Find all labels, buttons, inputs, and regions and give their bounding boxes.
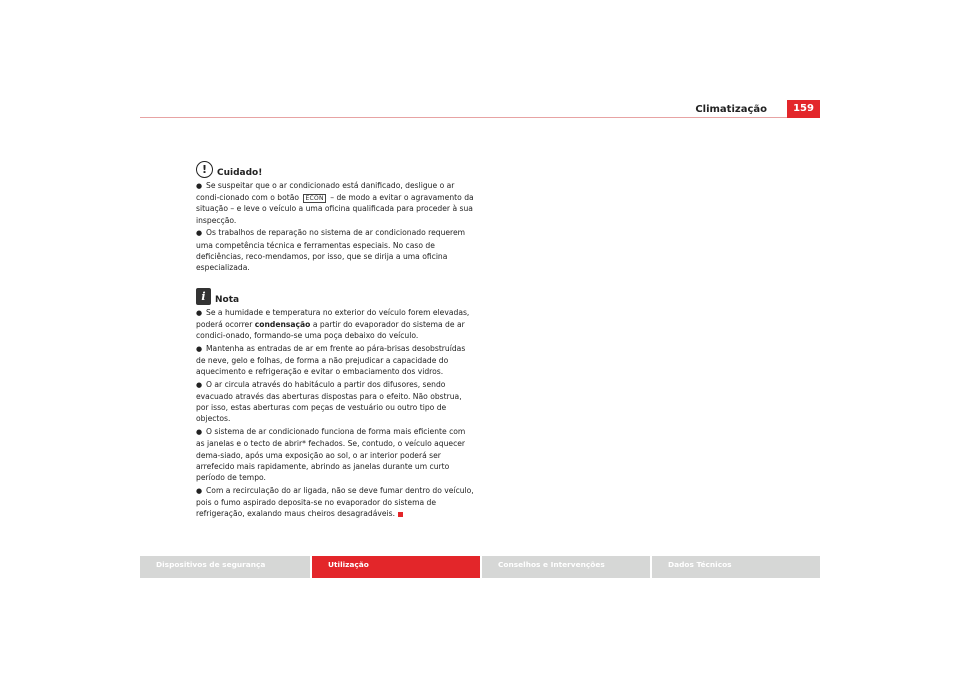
caution-item: ● Se suspeitar que o ar condicionado está danificado, desligue o ar condi-cionado com o botão ECON – de modo a evitar o agravamento da situação – e leve o veículo a uma oficina qualificada para proceder à sua inspecção. [196, 181, 474, 225]
note-item: ● Com a recirculação do ar ligada, não se deve fumar dentro do veículo, pois o fumo aspirado deposita-se no evaporador do sistema de refrigeração, exalando maus cheiros desagradáveis. [196, 485, 474, 519]
footer-nav [140, 556, 820, 578]
bullet-icon: ● [196, 229, 203, 238]
note-title: Nota [215, 294, 240, 305]
tab-utilizacao[interactable]: Utilização [310, 556, 480, 578]
bullet-icon: ● [196, 182, 203, 190]
bullet-icon: ● [196, 486, 203, 495]
chapter-title: Climatização [695, 104, 767, 115]
note-heading [196, 285, 476, 305]
page-header [0, 100, 960, 120]
caution-title: Cuidado! [217, 168, 263, 178]
note-item: ● O sistema de ar condicionado funciona de forma mais eficiente com as janelas e o tecto de abrir* fechados. Se, contudo, o veículo aquecer dema-siado, após uma exposição ao sol, o ar interior poderá ser arrefecido mais rapidamente, abrindo as janelas durante um curto período de tempo. [196, 427, 466, 482]
info-note-icon: i [196, 288, 211, 305]
tab-dispositivos-seguranca[interactable]: Dispositivos de segurança [140, 556, 310, 578]
econ-button-key: ECON [305, 194, 324, 202]
bullet-icon: ● [196, 380, 203, 389]
tab-conselhos-intervencoes[interactable]: Conselhos e Intervenções [480, 556, 650, 578]
note-item: ● Mantenha as entradas de ar em frente ao pára-brisas desobstruídas de neve, gelo e folhas, de forma a não prejudicar a capacidade do aquecimento e refrigeração e evitar o embaciamento dos vidros. [196, 343, 466, 377]
caution-item: ● Os trabalhos de reparação no sistema de ar condicionado requerem uma competência técnica e ferramentas especiais. No caso de deficiências, reco-mendamos, por isso, que se dirija a uma oficina especializada. [196, 228, 466, 272]
caution-heading [196, 158, 476, 178]
bullet-icon: ● [196, 308, 203, 317]
bullet-icon: ● [196, 344, 203, 353]
main-content [196, 158, 476, 521]
bullet-icon: ● [196, 428, 203, 437]
tab-dados-tecnicos[interactable]: Dados Técnicos [650, 556, 820, 578]
bold-term: condensação [254, 319, 311, 329]
end-square-icon [398, 512, 403, 517]
exclamation-circle-icon: ! [196, 161, 213, 178]
header-rule [140, 117, 820, 118]
note-item: ● Se a humidade e temperatura no exterior do veículo forem elevadas, poderá ocorrer condensação a partir do evaporador do sistema de ar condici-onado, formando-se uma poça debaixo do veículo. [196, 307, 470, 341]
page-number: 159 [787, 100, 820, 118]
note-item: ● O ar circula através do habitáculo a partir dos difusores, sendo evacuado através das aberturas dispostas para o efeito. Não obstrua, por isso, estas aberturas com peças de vestuário ou outro tipo de objectos. [196, 379, 462, 424]
